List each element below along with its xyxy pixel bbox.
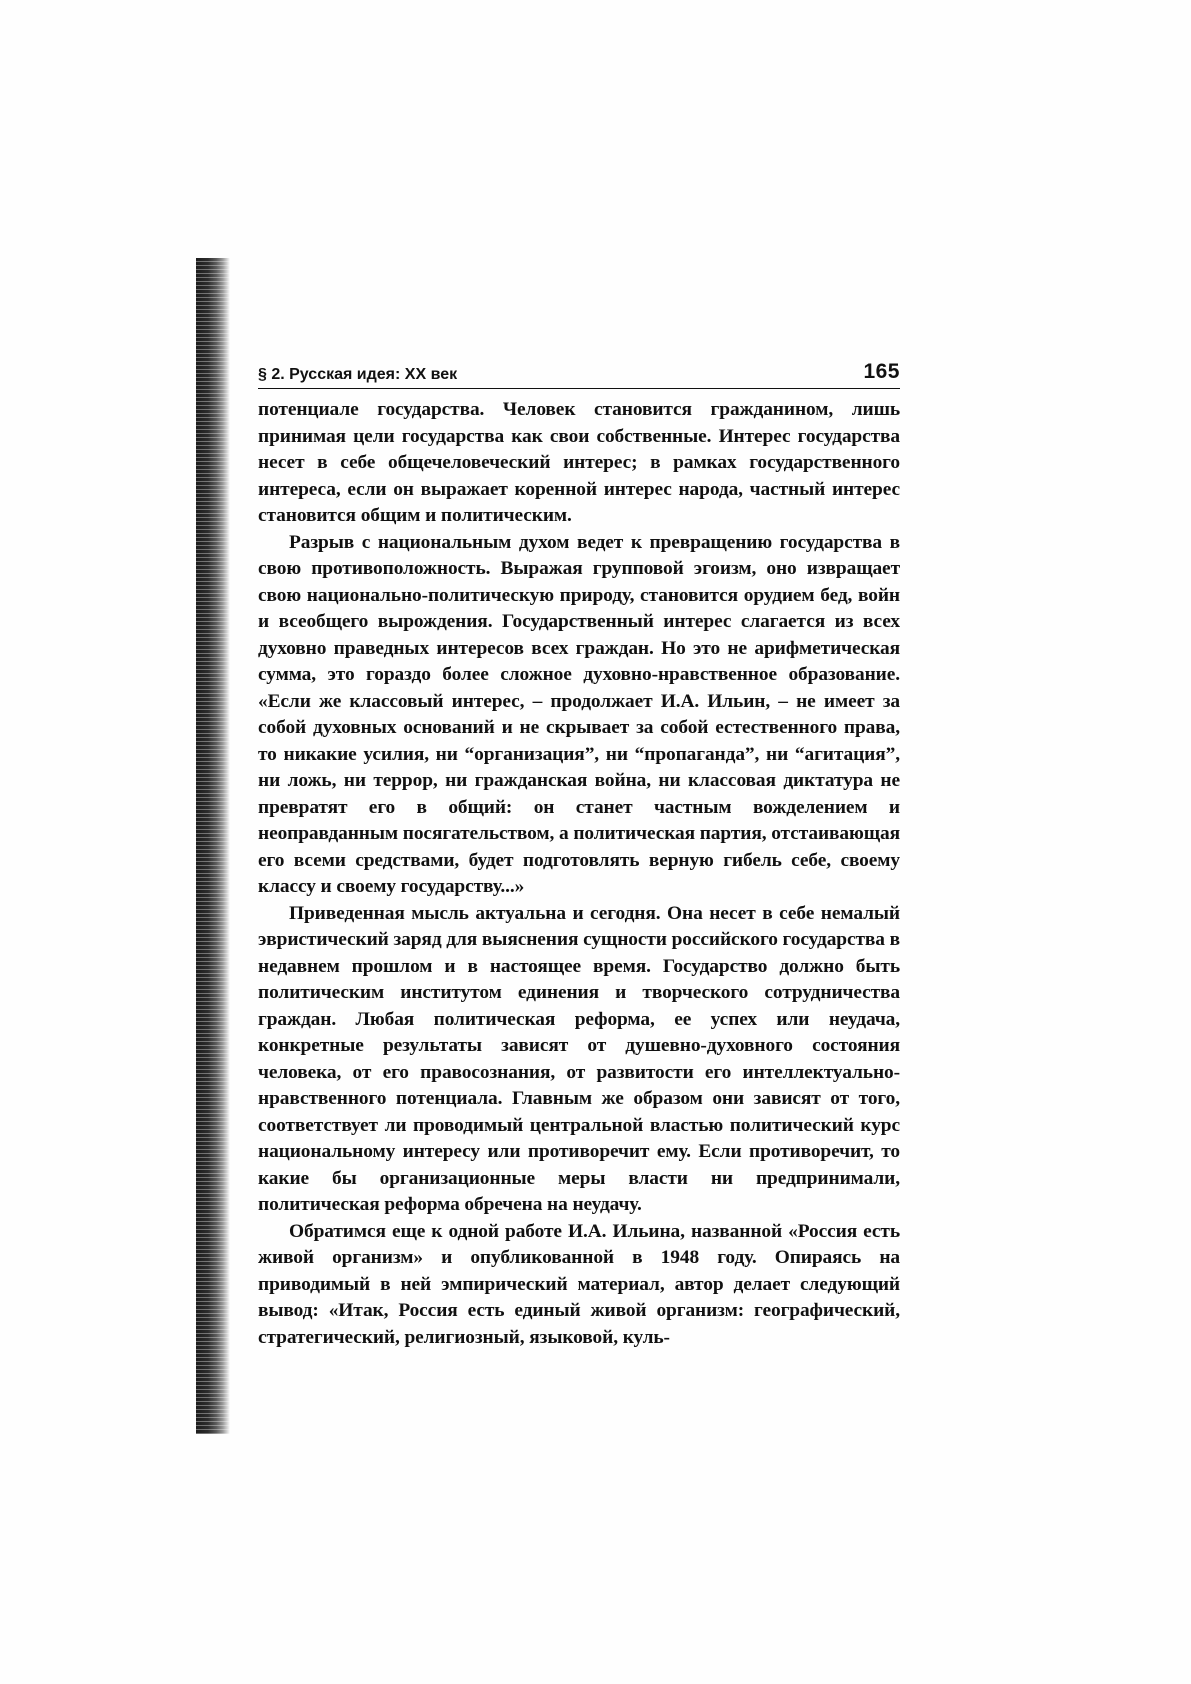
binding-edge-shadow: [196, 258, 230, 1434]
paragraph-3: Приведенная мысль актуальна и сегодня. Она несет в себе немалый эвристический заряд для выяснения сущности российского государства в недавнем прошлом и в настоящее время. Государство должно быть политическим институтом единения и творческого сотрудничества граждан. Любая политическая реформа, ее успех или неудача, конкретные результаты зависят от душевно-духовного состояния человека, от его правосознания, от развитости его интеллектуально-нравственного потенциала. Главным же образом они зависят от того, соответствует ли проводимый центральной властью политический курс национальному интересу или противоречит ему. Если противоречит, то какие бы организационные меры власти ни предпринимали, политическая реформа обречена на неудачу.: [258, 902, 900, 1215]
text-block: [258, 360, 900, 1351]
paragraph-2: Разрыв с национальным духом ведет к превращению государства в свою противоположность. Выражая групповой эгоизм, оно извращает свою национально-политическую природу, становится орудием бед, войн и всеобщего вырождения. Государственный интерес слагается из всех духовно праведных интересов всех граждан. Но это не арифметическая сумма, это гораздо более сложное духовно-нравственное образование. «Если же классовый интерес, – продолжает И.А. Ильин, – не имеет за собой духовных оснований и не скрывает за собой естественного права, то никакие усилия, ни “организация”, ни “пропаганда”, ни “агитация”, ни ложь, ни террор, ни гражданская война, ни классовая диктатура не превратят его в общий: он станет частным вожделением и неоправданным посягательством, а политическая партия, отстаивающая его всеми средствами, будет подготовлять верную гибель себе, своему классу и своему государству...»: [258, 531, 900, 897]
paragraph-1: потенциале государства. Человек становится гражданином, лишь принимая цели государства как свои собственные. Интерес государства несет в себе общечеловеческий интерес; в рамках государственного интереса, если он выражает коренной интерес народа, частный интерес становится общим и политическим.: [258, 399, 900, 526]
paragraph-4: Обратимся еще к одной работе И.А. Ильина, названной «Россия есть живой организм» и опубликованной в 1948 году. Опираясь на приводимый в ней эмпирический материал, автор делает следующий вывод: «Итак, Россия есть единый живой организм: географический, стратегический, религиозный, языковой, куль-: [258, 1220, 900, 1348]
section-title: § 2. Русская идея: XX век: [258, 366, 458, 383]
running-header: [258, 360, 900, 389]
page-number: 165: [863, 360, 900, 383]
